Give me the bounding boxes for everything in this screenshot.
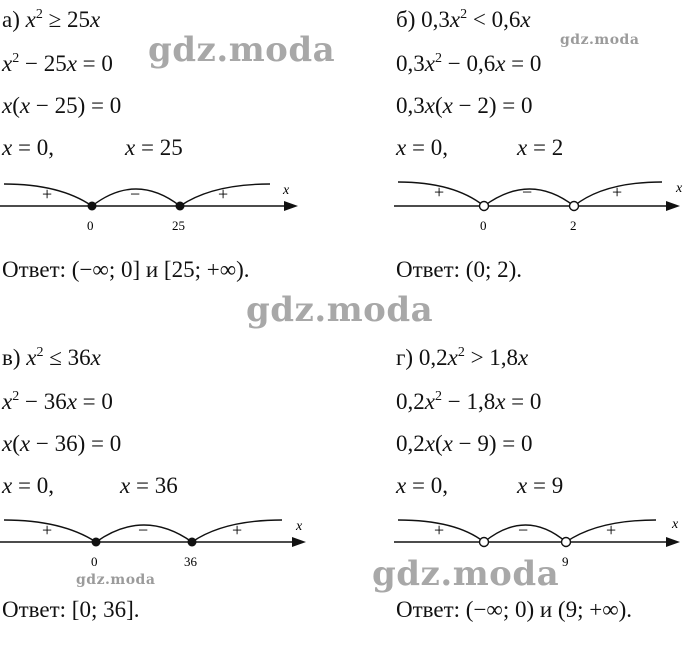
problem-b-inequality: б) $0,3x^2 < 0,6x$ (396, 7, 531, 32)
problem-g-root-1: x = 0, (396, 473, 448, 498)
open-point (562, 538, 571, 547)
axis-point-label: 25 (172, 218, 185, 233)
axis-point-label: 0 (91, 554, 98, 569)
problem-a-step-1: $x^2 - 25x = 0$ (2, 51, 113, 76)
sign-minus: − (130, 184, 141, 204)
sign-plus: + (42, 520, 53, 540)
problem-v-step-2: x(x − 36) = 0 (2, 431, 122, 456)
axis-point-label: 36 (184, 554, 197, 569)
problem-v-number-line (0, 510, 320, 570)
problem-b-answer: Ответ: (0; 2). (396, 257, 522, 282)
closed-point (92, 538, 101, 547)
problem-g-step-2: 0,2x(x − 9) = 0 (396, 431, 533, 456)
axis-var: x (296, 519, 303, 534)
closed-point (176, 202, 185, 211)
sign-minus: − (518, 520, 529, 540)
open-point (480, 202, 489, 211)
sign-plus: + (606, 520, 617, 540)
axis-var: x (672, 517, 679, 532)
problem-g-inequality: г) $0,2x^2 > 1,8x$ (396, 345, 529, 370)
problem-v-root-2: x = 36 (120, 473, 178, 498)
open-point (480, 538, 489, 547)
sign-minus: − (522, 182, 533, 202)
sign-plus: + (612, 182, 623, 202)
problem-v-answer: Ответ: [0; 36]. (2, 597, 140, 622)
watermark: gdz.moda (246, 290, 434, 330)
problem-g-step-1: $0,2x^2 - 1,8x = 0$ (396, 389, 542, 414)
sign-plus: + (218, 184, 229, 204)
watermark: gdz.moda (76, 572, 156, 588)
sign-plus: + (42, 184, 53, 204)
problem-b-step-1: $0,3x^2 - 0,6x = 0$ (396, 51, 542, 76)
sign-plus: + (232, 520, 243, 540)
sign-plus: + (434, 520, 445, 540)
problem-g-answer: Ответ: (−∞; 0) и (9; +∞). (396, 597, 632, 622)
problem-a-answer: Ответ: (−∞; 0] и [25; +∞). (2, 257, 250, 282)
problem-b-step-2: 0,3x(x − 2) = 0 (396, 93, 533, 118)
closed-point (88, 202, 97, 211)
axis-var: x (676, 181, 683, 196)
axis-point-label: 2 (570, 218, 577, 233)
open-point (570, 202, 579, 211)
problem-b-root-1: x = 0, (396, 135, 448, 160)
problem-a-number-line (0, 172, 310, 232)
problem-a-root-2: x = 25 (125, 135, 183, 160)
closed-point (188, 538, 197, 547)
problem-b-number-line (394, 172, 691, 232)
problem-a-root-1: x = 0, (2, 135, 54, 160)
watermark: gdz.moda (372, 554, 560, 594)
problem-a-step-2: x(x − 25) = 0 (2, 93, 122, 118)
watermark: gdz.moda (148, 30, 336, 70)
axis-point-label: 9 (562, 554, 569, 569)
problem-v-root-1: x = 0, (2, 473, 54, 498)
sign-plus: + (434, 182, 445, 202)
axis-var: x (283, 183, 290, 198)
watermark: gdz.moda (560, 32, 640, 48)
axis-point-label: 0 (480, 218, 487, 233)
problem-v-step-1: $x^2 - 36x = 0$ (2, 389, 113, 414)
problem-g-root-2: x = 9 (517, 473, 564, 498)
problem-a-inequality: а) $x^2 \ge 25x$ (2, 7, 101, 32)
axis-point-label: 0 (87, 218, 94, 233)
sign-minus: − (138, 520, 149, 540)
problem-b-root-2: x = 2 (517, 135, 564, 160)
problem-v-inequality: в) $x^2 \le 36x$ (2, 345, 101, 370)
